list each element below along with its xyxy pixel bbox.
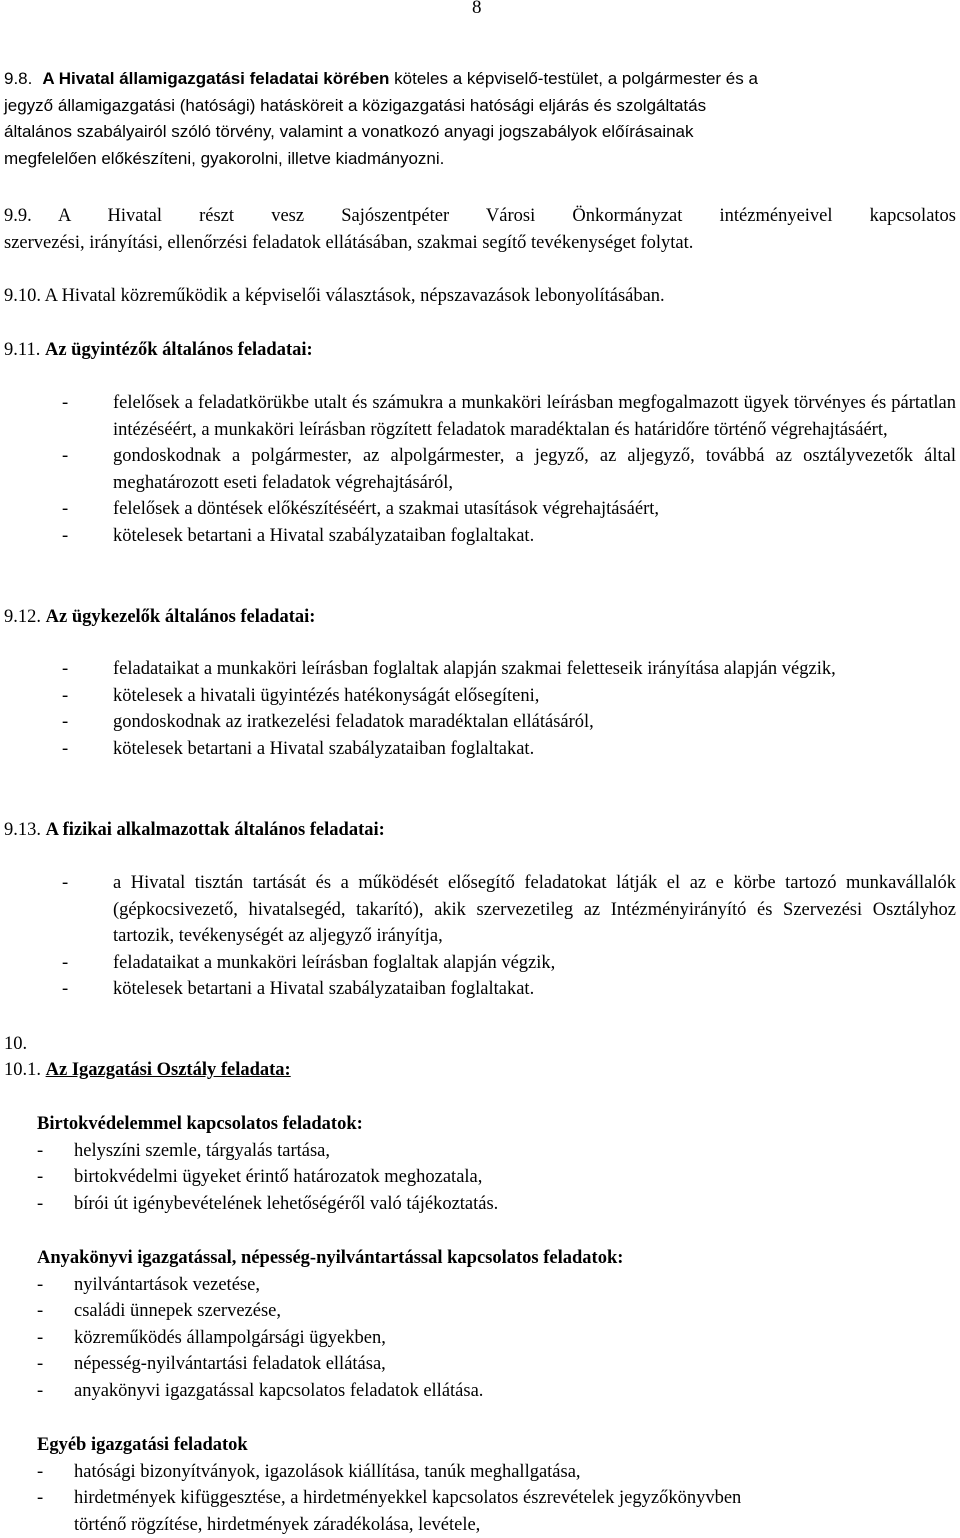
dash: - xyxy=(62,659,69,679)
section-line: jegyző államigazgatási (hatósági) hatásköreit a közigazgatási hatósági eljárás és szolgáltatás xyxy=(4,95,707,115)
list-item-text: felelősek a döntések előkészítéséért, a szakmai utasítások végrehajtásáért, xyxy=(113,499,660,519)
list-item-text: felelősek a feladatkörükbe utalt és számukra a munkaköri leírásban megfogalmazott ügyek törvényes és pártatlan intézéséért, a munkaköri leírásban rögzített feladatok maradéktalan és határidőre történő végrehajtásáért, xyxy=(113,393,956,440)
list-item-text: kötelesek a hivatali ügyintézés hatékonyságát elősegíteni, xyxy=(113,685,540,706)
list-item xyxy=(37,1191,937,1218)
section-number: 10.1. xyxy=(4,1060,41,1080)
dash: - xyxy=(62,525,69,546)
section-line: szervezési, irányítási, ellenőrzési feladatok ellátásában, szakmai segítő tevékenységet folytat. xyxy=(4,232,694,253)
section-9-9 xyxy=(4,203,956,256)
dash: - xyxy=(37,1301,44,1321)
list-item-text: kötelesek betartani a Hivatal szabályzataiban foglaltakat. xyxy=(113,979,535,999)
dash: - xyxy=(62,738,69,759)
list-item xyxy=(62,976,956,1003)
section-9-10 xyxy=(4,283,665,310)
group-title: Birtokvédelemmel kapcsolatos feladatok: xyxy=(37,1114,363,1134)
list-item xyxy=(62,523,956,550)
dash: - xyxy=(37,1140,44,1161)
dash: - xyxy=(37,1274,44,1295)
list-item xyxy=(62,390,956,443)
list-item-text: feladataikat a munkaköri leírásban foglaltak alapján végzik, xyxy=(113,952,556,973)
group-title: Anyakönyvi igazgatással, népesség-nyilvántartással kapcsolatos feladatok: xyxy=(37,1248,624,1268)
list-item xyxy=(62,950,956,977)
list-item xyxy=(62,709,956,736)
dash: - xyxy=(62,393,69,413)
list-item xyxy=(62,683,956,710)
task-group-egyeb xyxy=(37,1432,937,1538)
list-item-text: a Hivatal tisztán tartását és a működését elősegítő feladatokat látják el az e körbe tartozó munkavállalók (gépkocsivezető, hivatalsegéd, takarító), akik szervezetileg az Intézményirányító és Szervezési Osztályhoz tartozik, tevékenységét az aljegyző irányítja, xyxy=(113,873,956,946)
list-item-text: kötelesek betartani a Hivatal szabályzataiban foglaltakat. xyxy=(113,525,535,546)
section-line: megfelelően előkészíteni, gyakorolni, illetve kiadmányozni. xyxy=(4,148,445,168)
list-item-text: bírói út igénybevételének lehetőségéről való tájékoztatás. xyxy=(74,1193,499,1214)
task-group-anyakonyv xyxy=(37,1245,937,1404)
dash: - xyxy=(37,1327,44,1348)
list-item-text: hirdetmények kifüggesztése, a hirdetményekkel kapcsolatos észrevételek jegyzőkönyvben történő rögzítése, hirdetmények záradékolása, levétele, xyxy=(74,1488,742,1535)
list-item-text: nyilvántartások vezetése, xyxy=(74,1274,260,1295)
list-item xyxy=(37,1325,937,1352)
task-group-birtokvedelem xyxy=(37,1111,937,1217)
list-item-text: anyakönyvi igazgatással kapcsolatos feladatok ellátása. xyxy=(74,1380,484,1401)
dash: - xyxy=(62,979,69,999)
section-9-8 xyxy=(4,66,956,172)
fizikai-list xyxy=(62,870,956,1003)
list-item-text: gondoskodnak az iratkezelési feladatok maradéktalan ellátásáról, xyxy=(113,712,594,732)
section-line: általános szabályairól szóló törvény, valamint a vonatkozó anyagi jogszabályok előírásainak xyxy=(4,122,694,141)
list-item-text: birtokvédelmi ügyeket érintő határozatok meghozatala, xyxy=(74,1167,483,1187)
list-item xyxy=(37,1485,794,1538)
section-text: A Hivatal közreműködik a képviselői választások, népszavazások lebonyolításában. xyxy=(44,286,665,306)
list-item xyxy=(37,1138,937,1165)
section-number: 9.13. xyxy=(4,820,41,840)
list-item xyxy=(62,736,956,763)
dash: - xyxy=(62,873,69,893)
section-heading: Az ügyintézők általános feladatai: xyxy=(44,340,313,360)
section-number: 9.11. xyxy=(4,340,41,360)
dash: - xyxy=(37,1167,44,1187)
list-item xyxy=(62,656,956,683)
section-9-13-heading xyxy=(4,817,385,844)
list-item-text: népesség-nyilvántartási feladatok ellátása, xyxy=(74,1354,386,1374)
dash: - xyxy=(37,1488,44,1508)
dash: - xyxy=(62,712,69,732)
list-item xyxy=(62,496,956,523)
list-item-text: feladataikat a munkaköri leírásban foglaltak alapján szakmai feletteseik irányítása alapján végzik, xyxy=(113,659,836,679)
dash: - xyxy=(37,1193,44,1214)
dash: - xyxy=(62,685,69,706)
section-number: 9.10. xyxy=(4,286,41,306)
section-number: 9.8. xyxy=(4,69,33,88)
list-item-text: hatósági bizonyítványok, igazolások kiállítása, tanúk meghallgatása, xyxy=(74,1461,581,1482)
section-10-1-heading xyxy=(4,1057,291,1084)
list-item xyxy=(37,1298,937,1325)
section-line: köteles a képviselő-testület, a polgármester és a xyxy=(389,69,758,88)
section-lead-bold: A Hivatal államigazgatási feladatai körében xyxy=(42,69,390,88)
ugykezelok-list xyxy=(62,656,956,762)
list-item xyxy=(37,1459,937,1486)
list-item xyxy=(37,1351,937,1378)
dash: - xyxy=(37,1354,44,1374)
list-item xyxy=(37,1378,937,1405)
section-number: 9.9. xyxy=(4,206,32,226)
dash: - xyxy=(62,952,69,973)
list-item-text: közreműködés állampolgársági ügyekben, xyxy=(74,1327,386,1348)
section-number: 9.12. xyxy=(4,607,41,627)
section-line: A Hivatal részt vesz Sajószentpéter Városi Önkormányzat intézményeivel kapcsolatos xyxy=(58,206,956,226)
list-item-text: gondoskodnak a polgármester, az alpolgármester, a jegyző, az aljegyző, továbbá az osztályvezetők által meghatározott eseti feladatok végrehajtásáról, xyxy=(113,446,956,493)
section-heading: A fizikai alkalmazottak általános feladatai: xyxy=(45,820,385,840)
section-9-11-heading xyxy=(4,337,313,364)
section-heading: Az Igazgatási Osztály feladata: xyxy=(45,1060,291,1080)
dash: - xyxy=(37,1461,44,1482)
dash: - xyxy=(62,499,69,519)
list-item xyxy=(62,443,956,496)
chapter-number: 10. xyxy=(4,1034,28,1054)
page-number: 8 xyxy=(472,0,482,18)
list-item-text: helyszíni szemle, tárgyalás tartása, xyxy=(74,1140,330,1161)
list-item xyxy=(37,1272,937,1299)
list-item xyxy=(37,1164,937,1191)
list-item-text: kötelesek betartani a Hivatal szabályzataiban foglaltakat. xyxy=(113,738,535,759)
ugyintezok-list xyxy=(62,390,956,549)
list-item xyxy=(62,870,956,950)
dash: - xyxy=(62,446,69,466)
list-item-text: családi ünnepek szervezése, xyxy=(74,1301,281,1321)
group-title: Egyéb igazgatási feladatok xyxy=(37,1435,248,1455)
section-9-12-heading xyxy=(4,604,315,631)
section-heading: Az ügykezelők általános feladatai: xyxy=(45,607,316,627)
dash: - xyxy=(37,1380,44,1401)
